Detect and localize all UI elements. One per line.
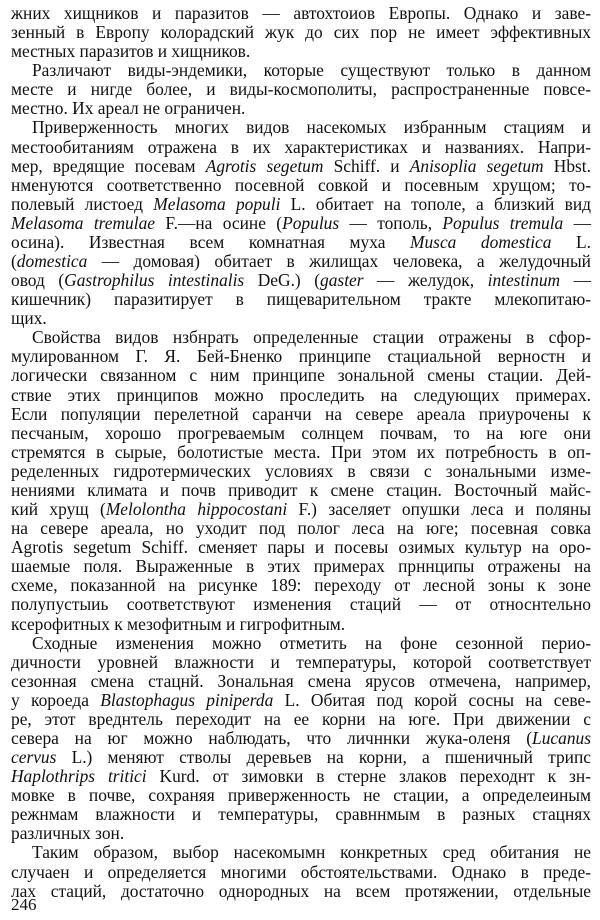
text-run: F.—на осине (	[155, 212, 283, 233]
text-run: DeG.) (	[244, 270, 321, 291]
latin-name: Melolontha hippocostani	[105, 499, 288, 520]
text-line	[11, 61, 591, 80]
latin-name: Anisoplia segetum	[409, 155, 544, 176]
text-line	[11, 576, 591, 595]
text-line	[11, 386, 591, 405]
text-run: стремятся в сырые, болотистые места. При этом их потребность в оп-	[11, 441, 591, 462]
text-run: полупустыиь соответствуют изменения стаций — от относнтельно	[11, 594, 591, 615]
text-line	[11, 653, 591, 672]
text-line	[11, 634, 591, 653]
text-line	[11, 557, 591, 576]
text-line	[11, 405, 591, 424]
paragraph	[11, 118, 591, 328]
text-line	[11, 481, 591, 500]
text-line	[11, 805, 591, 824]
text-run: кишечник) паразитирует в пищеварительном тракте млекопитаю-	[11, 289, 591, 310]
text-run: случаен и определяется многими обстоятельствами. Однако в преде-	[11, 861, 591, 882]
text-run: —	[563, 212, 591, 233]
text-line	[11, 767, 591, 786]
latin-name: Musca domestica	[410, 231, 552, 252]
page-number: 246	[11, 895, 37, 914]
text-line	[11, 252, 591, 271]
latin-name: Melasoma tremulae	[11, 212, 155, 233]
text-run: схеме, показанной на рисунке 189: переходу от лесной зоны к зоне	[11, 575, 591, 596]
text-run: нменуются соответственно посевной совкой и посевным хрущом; то-	[11, 174, 591, 195]
paragraph	[11, 843, 591, 900]
text-run: Различают виды-эндемики, которые существуют только в данном	[32, 60, 591, 81]
text-line	[11, 347, 591, 366]
text-run: местообитаниям отражена в их характеристиках и названиях. Напри-	[11, 136, 591, 157]
text-run: Сходные изменения можно отметить на фоне сезонной перио-	[32, 632, 591, 653]
text-run: месте и нигде более, и виды-космополиты, распространенные повсе-	[11, 79, 591, 100]
text-line	[11, 195, 591, 214]
latin-name: Haplothrips tritici	[11, 766, 147, 787]
text-line	[11, 595, 591, 614]
text-run: ределенных гидротермических условиях в связи с зональными изме-	[11, 460, 591, 481]
text-line	[11, 672, 591, 691]
text-run: ре, этот вреднтель переходит на ее корни на юге. При движении с	[11, 708, 591, 729]
text-run: лах стаций, достаточно однородных на всем протяжении, отдельные	[11, 880, 591, 901]
text-run: — тополь,	[339, 212, 443, 233]
latin-name: Agrotis segetum	[205, 155, 324, 176]
text-run: сезонная смена стацнй. Зональная смена ярусов отмечена, например,	[11, 670, 591, 691]
text-line	[11, 824, 591, 843]
text-line	[11, 863, 591, 882]
text-line	[11, 843, 591, 862]
text-run: Schiff. и	[323, 155, 410, 176]
text-run: L.) меняют стволы деревьев на корни, а пшеничный трипс	[56, 747, 591, 768]
text-run: севера на юг можно наблюдать, что личннки жука-оленя (	[11, 727, 533, 748]
paragraph	[11, 61, 591, 118]
text-run: кий хрущ (	[11, 499, 106, 520]
text-run: Таким образом, выбор насекомымн конкретных сред обитания не	[32, 842, 591, 863]
paragraph	[11, 4, 591, 61]
text-run: нениями климата и почв приводит к смене стацин. Восточный майс-	[11, 479, 591, 500]
paragraph	[11, 328, 591, 633]
text-run: Свойства видов нзбнрать определенные стации отражены в сфор-	[32, 327, 591, 348]
text-run: на севере ареала, но уходит под полог леса на юге; посевная совка	[11, 518, 591, 539]
latin-name: Lucanus	[532, 727, 591, 748]
text-run: осина). Известная всем комнатная муха	[11, 231, 410, 252]
text-run: F.) заселяет опушки леса и поляны	[287, 499, 592, 520]
text-run: местно. Их ареал не ограничен.	[11, 98, 246, 119]
text-line	[11, 118, 591, 137]
latin-name: intestinum	[487, 270, 561, 291]
latin-name: gaster	[320, 270, 364, 291]
text-run: дичности уровней влажности и температуры, которой соответствует	[11, 651, 591, 672]
text-line	[11, 42, 591, 61]
text-line	[11, 138, 591, 157]
text-run: зенный в Европу колорадский жук до сих пор не имеет эффективных	[11, 22, 591, 43]
text-run: L.	[551, 231, 591, 252]
text-run: песчаным, хорошо прогреваемым солнцем почвам, то на юге они	[11, 422, 591, 443]
latin-name: Gastrophilus intestinalis	[64, 270, 245, 291]
text-run: мовке в почве, сохраняя приверженность не стации, а определеиным	[11, 785, 591, 806]
latin-name: Blastophagus piniperda	[100, 689, 274, 710]
latin-name: domestica	[16, 251, 88, 272]
text-line	[11, 443, 591, 462]
text-line	[11, 519, 591, 538]
text-line	[11, 462, 591, 481]
text-run: Kurd. от зимовки в стерне злаков переходнт к зн-	[146, 766, 591, 787]
document-body	[11, 4, 591, 901]
text-run: ствие этих принципов можно проследить на следующих примерах.	[11, 384, 591, 405]
latin-name: Populus tremula	[442, 212, 564, 233]
latin-name: cervus	[11, 747, 57, 768]
text-line	[11, 157, 591, 176]
text-run: — желудок,	[363, 270, 488, 291]
text-run: Если популяции перелетной саранчи на севере ареала приурочены к	[11, 403, 591, 424]
text-line	[11, 214, 591, 233]
text-run: щих.	[11, 308, 47, 329]
text-run: Hbst.	[543, 155, 591, 176]
latin-name: Melasoma populi	[153, 193, 281, 214]
text-run: L. Обитая под корой сосны на севе-	[273, 689, 591, 710]
text-line	[11, 729, 591, 748]
text-run: у короеда	[11, 689, 101, 710]
text-run: различных зон.	[11, 823, 125, 844]
text-line	[11, 80, 591, 99]
text-line	[11, 23, 591, 42]
text-run: мулированном Г. Я. Бей-Бненко принципе стациальной верностн и	[11, 346, 591, 367]
text-line	[11, 691, 591, 710]
text-line	[11, 233, 591, 252]
text-line	[11, 882, 591, 901]
text-run: мер, вредящие посевам	[11, 155, 206, 176]
text-line	[11, 290, 591, 309]
text-line	[11, 786, 591, 805]
text-line	[11, 328, 591, 347]
text-run: Приверженность многих видов насекомых избранным стациям и	[32, 117, 591, 138]
text-line	[11, 500, 591, 519]
text-line	[11, 176, 591, 195]
text-line	[11, 99, 591, 118]
paragraph	[11, 634, 591, 844]
text-run: Agrotis segetum Schiff. сменяет пары и посевы озимых культур на оро-	[11, 537, 591, 558]
text-run: — домовая) обитает в жилищах человека, а желудочный	[87, 251, 591, 272]
text-line	[11, 538, 591, 557]
text-run: ксерофитных к мезофитным и гигрофитным.	[11, 613, 346, 634]
text-line	[11, 271, 591, 290]
text-run: —	[560, 270, 591, 291]
text-run: местных паразитов и хищников.	[11, 41, 251, 62]
text-run: (	[11, 251, 17, 272]
text-run: логически связанном с ним принципе зональной смены стации. Дей-	[11, 365, 591, 386]
text-line	[11, 4, 591, 23]
text-line	[11, 309, 591, 328]
text-line	[11, 615, 591, 634]
text-run: режнмам влажности и температуры, сравннмым в разных стацнях	[11, 804, 591, 825]
text-run: шаемые поля. Выраженные в этих примерах прннципы отражены на	[11, 556, 591, 577]
latin-name: Populus	[282, 212, 340, 233]
text-line	[11, 366, 591, 385]
text-run: полевый листоед	[11, 193, 154, 214]
text-line	[11, 710, 591, 729]
text-line	[11, 748, 591, 767]
text-run: L. обитает на тополе, а близкий вид	[280, 193, 591, 214]
text-line	[11, 424, 591, 443]
text-run: овод (	[11, 270, 65, 291]
text-run: жних хищников и паразитов — автохтоиов Европы. Однако и заве-	[11, 3, 591, 23]
